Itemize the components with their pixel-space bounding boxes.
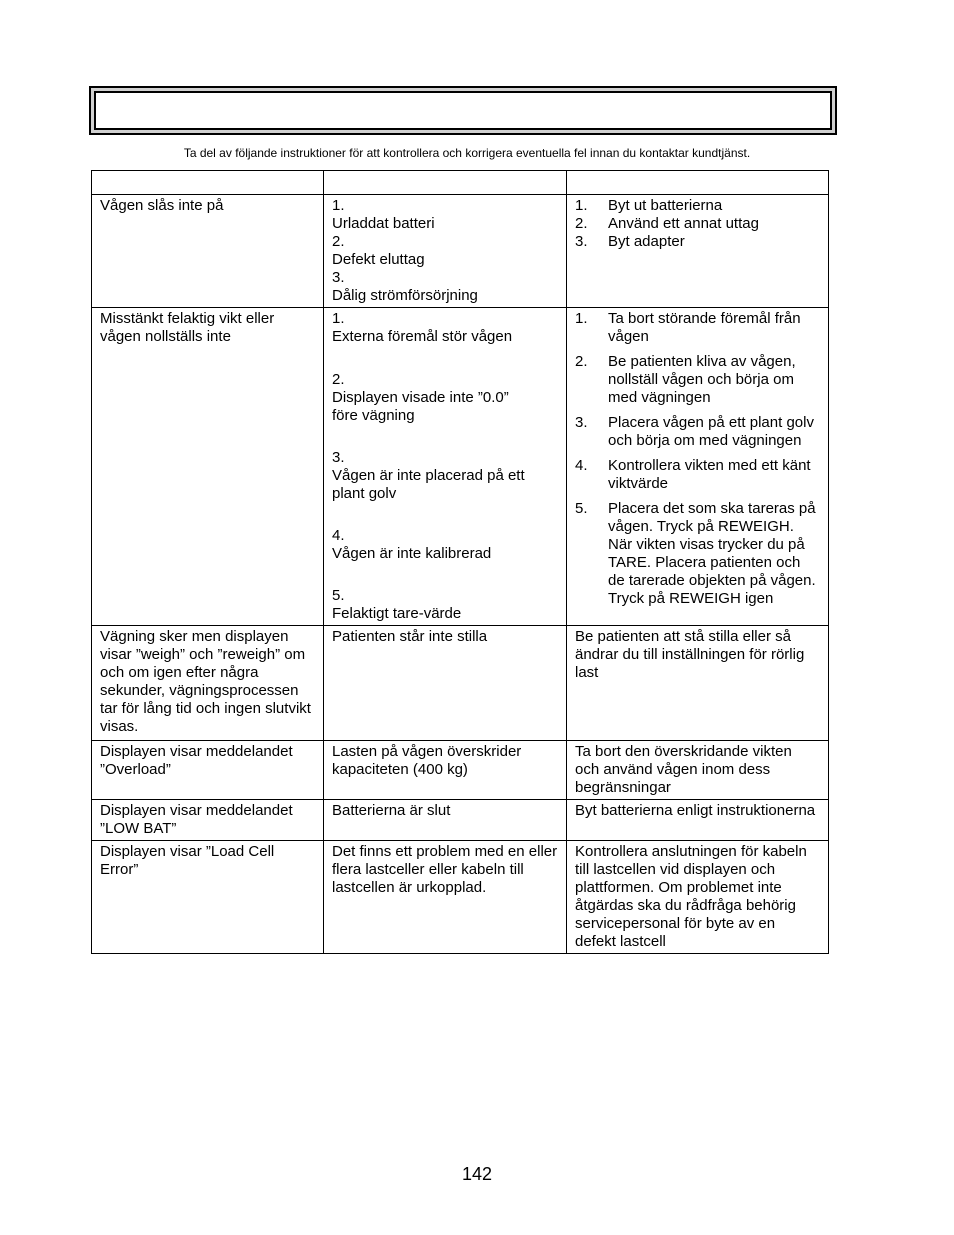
list-item: 5. Placera det som ska tareras på vågen. Tryck på REWEIGH. När vikten visas trycker du på TARE. Placera patienten och de tarerade objekten på vågen. Tryck på REWEIGH igen xyxy=(575,500,816,607)
header-problem xyxy=(92,171,324,195)
table-row xyxy=(92,626,829,741)
cause-cell: Lasten på vågen överskrider kapaciteten (400 kg) xyxy=(324,741,567,800)
solution-cell xyxy=(567,195,829,308)
header-solution xyxy=(567,171,829,195)
cause-cell xyxy=(324,308,567,626)
table-header-row xyxy=(92,171,829,195)
intro-text: Ta del av följande instruktioner för att kontrollera och korrigera eventuella fel innan du kontaktar kundtjänst. xyxy=(183,146,751,160)
list-item: 1. Byt ut batterierna xyxy=(575,197,723,214)
list-item: 3. Byt adapter xyxy=(575,233,685,250)
list-item: 3. Placera vågen på ett plant golv och börja om med vägningen xyxy=(575,414,814,449)
cause-cell: Det finns ett problem med en eller flera lastceller eller kabeln till lastcellen är urkopplad. xyxy=(324,841,567,954)
solution-cell: Be patienten att stå stilla eller så ändrar du till inställningen för rörlig last xyxy=(567,626,829,741)
cause-cell xyxy=(324,195,567,308)
list-item: 2. Använd ett annat uttag xyxy=(575,215,759,232)
list-item: 1. Ta bort störande föremål från vågen xyxy=(575,310,801,345)
list-item: 4.Vågen är inte kalibrerad xyxy=(332,527,492,562)
problem-cell: Vägning sker men displayen visar ”weigh” och ”reweigh” om och om igen efter några sekunder, vägningsprocessen tar för lång tid och ingen slutvikt visas. xyxy=(92,626,324,741)
list-item: 3.Dålig strömförsörjning xyxy=(332,269,478,304)
header-cause xyxy=(324,171,567,195)
table-row xyxy=(92,195,829,308)
list-item: 3.Vågen är inte placerad på ett plant golv xyxy=(332,449,525,502)
problem-cell: Displayen visar meddelandet ”LOW BAT” xyxy=(92,800,324,841)
list-item: 4. Kontrollera vikten med ett känt viktvärde xyxy=(575,457,811,492)
list-item: 1.Urladdat batteri xyxy=(332,197,435,232)
problem-cell: Vågen slås inte på xyxy=(92,195,324,308)
solution-cell: Ta bort den överskridande vikten och använd vågen inom dess begränsningar xyxy=(567,741,829,800)
table-row xyxy=(92,741,829,800)
list-item: 2.Defekt eluttag xyxy=(332,233,425,268)
page-number: 142 xyxy=(461,1164,493,1184)
table-row xyxy=(92,800,829,841)
list-item: 5.Felaktigt tare-värde xyxy=(332,587,462,622)
problem-cell: Displayen visar ”Load Cell Error” xyxy=(92,841,324,954)
solution-cell xyxy=(567,308,829,626)
cause-cell: Patienten står inte stilla xyxy=(324,626,567,741)
section-title-box xyxy=(89,86,837,135)
list-item: 2. Be patienten kliva av vågen, nollställ vågen och börja om med vägningen xyxy=(575,353,796,406)
cause-cell: Batterierna är slut xyxy=(324,800,567,841)
list-item: 2.Displayen visade inte ”0.0” före vägning xyxy=(332,371,509,424)
list-item: 1.Externa föremål stör vågen xyxy=(332,310,513,345)
problem-cell: Misstänkt felaktig vikt eller vågen nollställs inte xyxy=(92,308,324,626)
table-row xyxy=(92,841,829,954)
problem-cell: Displayen visar meddelandet ”Overload” xyxy=(92,741,324,800)
troubleshooting-table xyxy=(91,170,829,954)
table-row xyxy=(92,308,829,626)
solution-cell: Byt batterierna enligt instruktionerna xyxy=(567,800,829,841)
solution-cell: Kontrollera anslutningen för kabeln till lastcellen vid displayen och plattformen. Om problemet inte åtgärdas ska du rådfråga behörig servicepersonal för byte av en defekt lastcell xyxy=(567,841,829,954)
